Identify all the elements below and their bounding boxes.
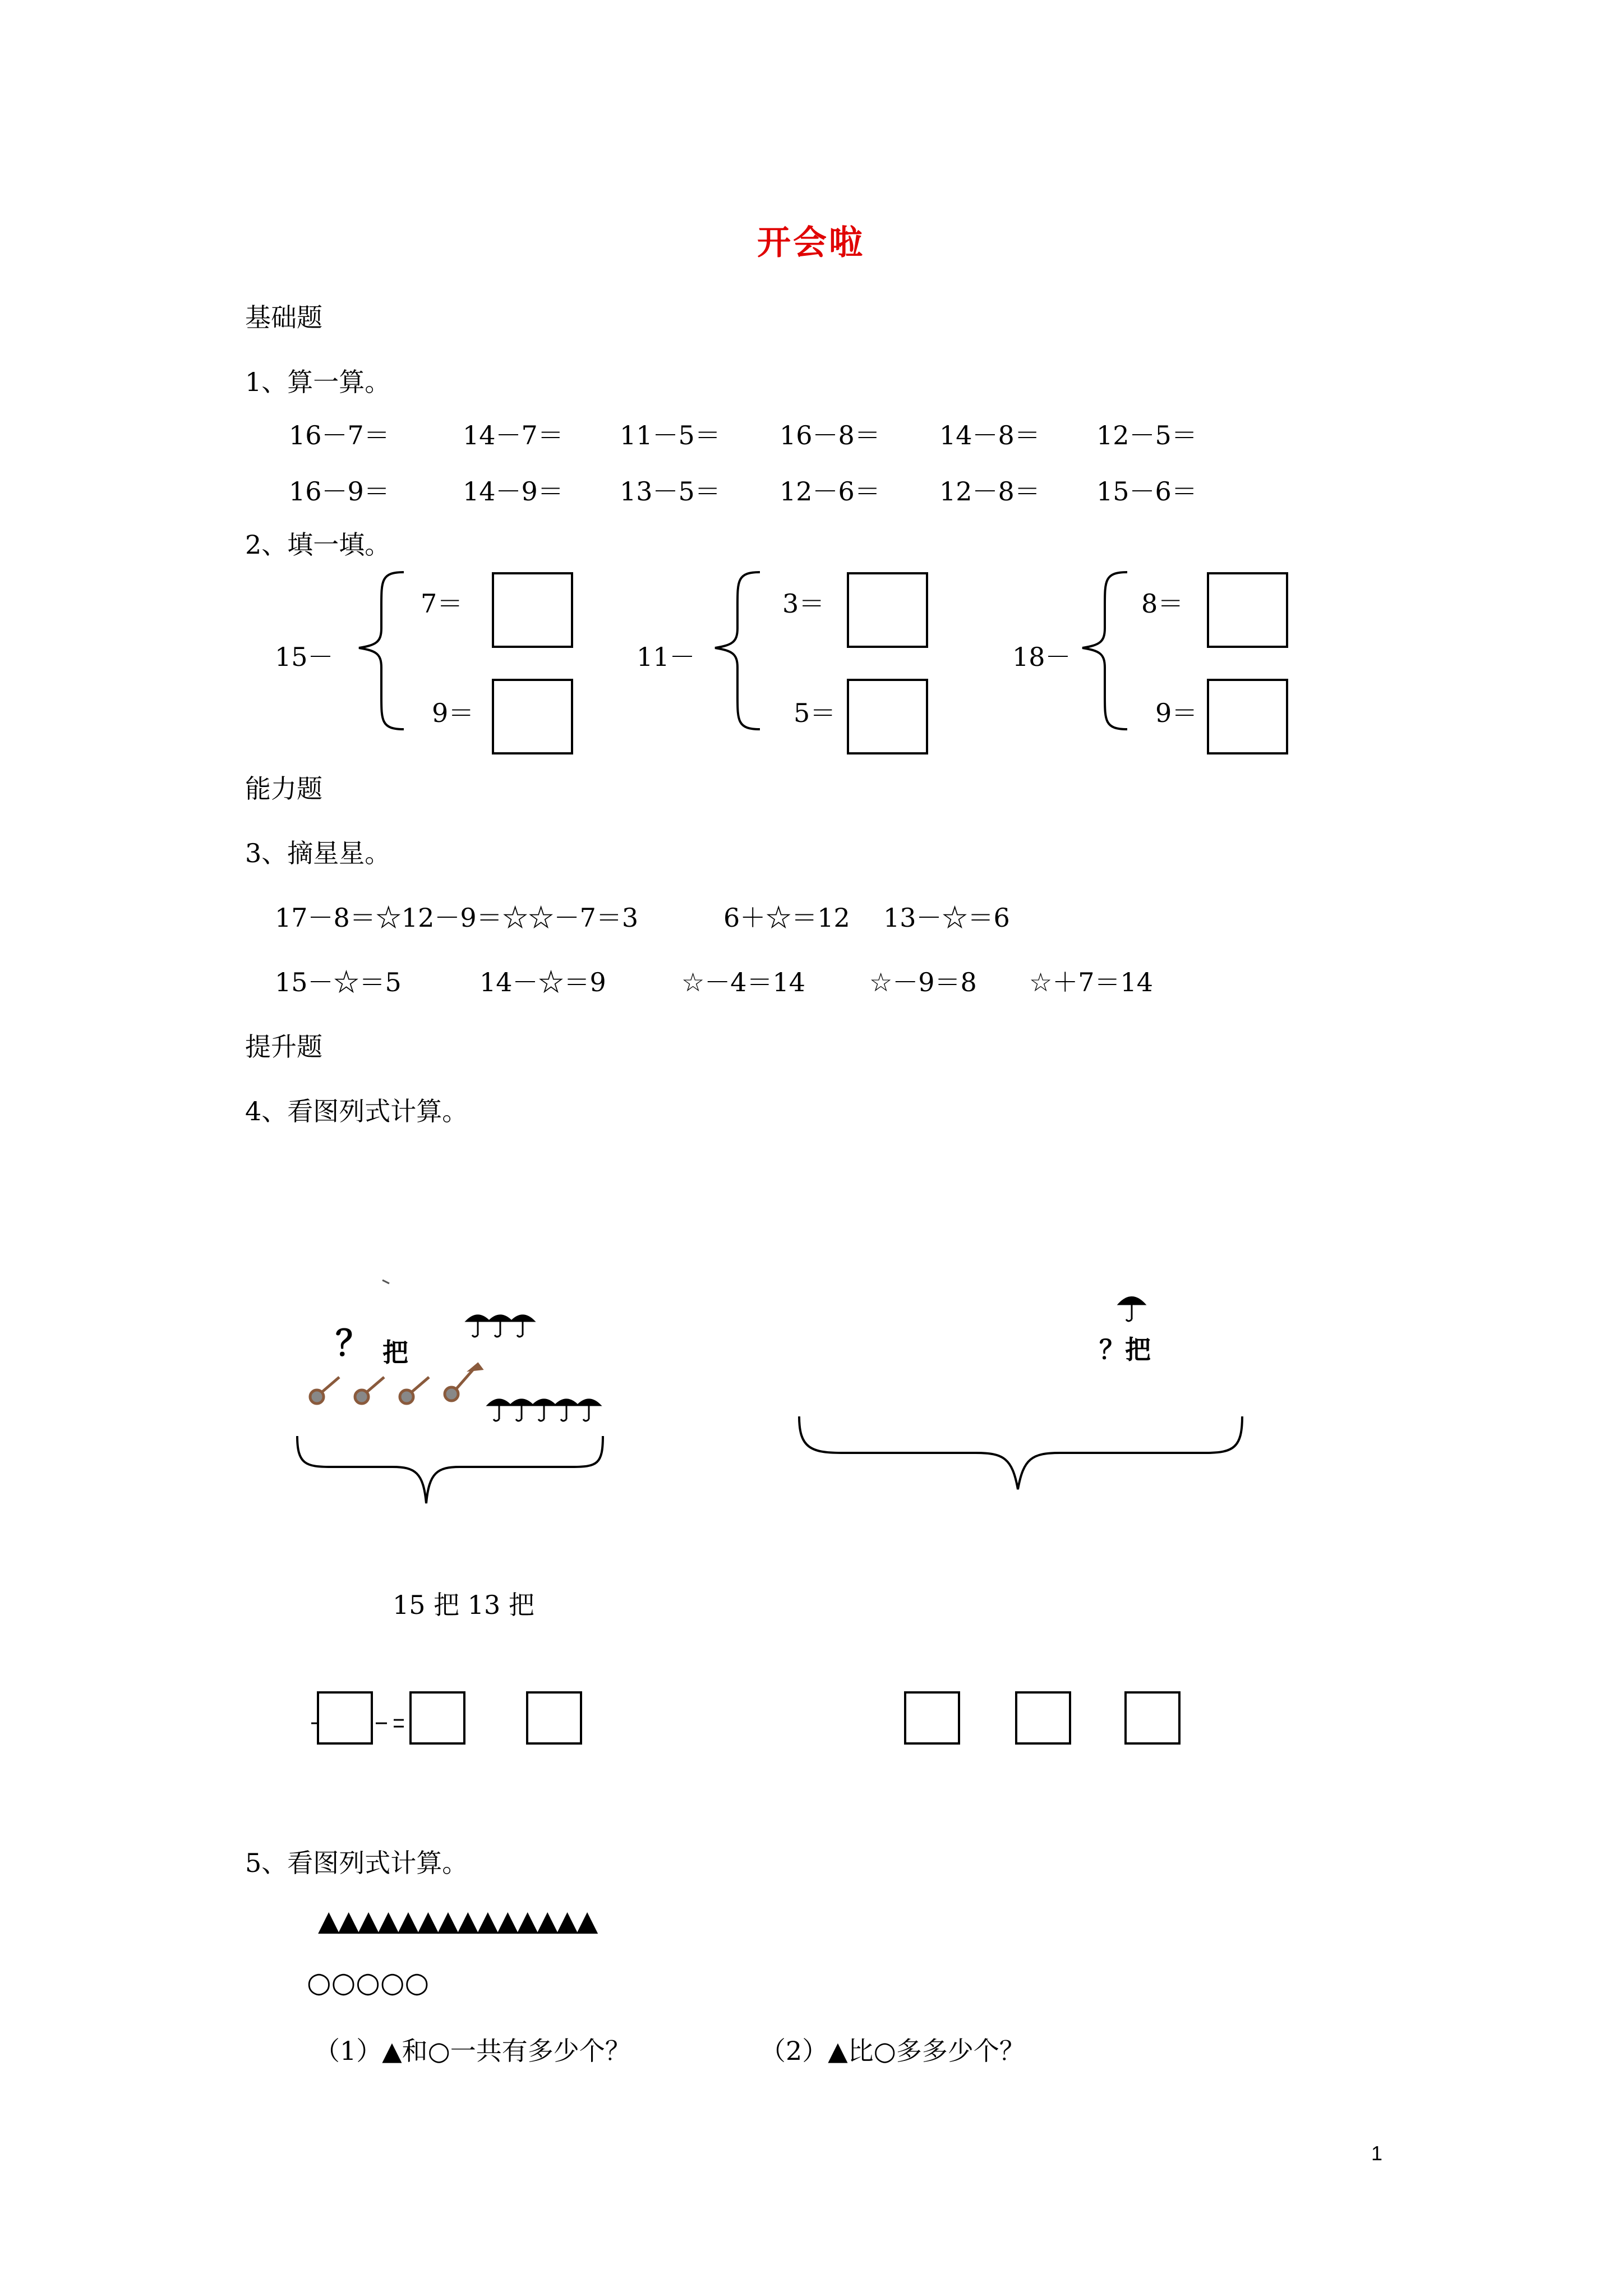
answer-box[interactable] — [1207, 572, 1288, 648]
section-heading-basic: 基础题 — [245, 302, 322, 333]
q1-expr: 16－8＝ — [780, 420, 880, 450]
answer-box[interactable] — [847, 679, 928, 754]
q3-expr: 15－☆＝5 — [275, 967, 402, 997]
q1-expr: 12－8＝ — [939, 476, 1040, 507]
triangle-row: ▲▲▲▲▲▲▲▲▲▲▲▲▲▲ — [318, 1904, 597, 1937]
bottom-brace-icon — [297, 1436, 603, 1503]
q1-expr: 16－9＝ — [289, 476, 390, 507]
page-number: 1 — [1371, 2142, 1383, 2165]
q1-expr: 15－6＝ — [1096, 476, 1197, 507]
q1-expr: 16－7＝ — [289, 420, 390, 450]
q3-expr: 17－8＝☆12－9＝☆☆－7＝3 — [275, 903, 639, 933]
question-label-right: ？把 — [1099, 1335, 1151, 1365]
answer-box[interactable] — [492, 572, 573, 648]
left-brace-icon — [715, 572, 760, 729]
q2-minuend: 18－ — [1012, 642, 1071, 672]
q1-expr: 13－5＝ — [620, 476, 721, 507]
answer-box[interactable] — [1015, 1691, 1071, 1745]
umbrella-icon — [467, 1315, 534, 1337]
answer-box[interactable] — [526, 1691, 582, 1745]
answer-box[interactable] — [904, 1691, 960, 1745]
q3-expr: 13－☆＝6 — [883, 903, 1010, 933]
page-title: 开会啦 — [757, 223, 865, 263]
circle-row: ○○○○○ — [307, 1966, 430, 1999]
section-heading-ability: 能力题 — [245, 774, 322, 804]
q3-expr: ☆－9＝8 — [869, 967, 977, 997]
q1-expr: 11－5＝ — [620, 420, 721, 450]
left-brace-icon — [1082, 572, 1127, 729]
closed-umbrella-icon — [310, 1364, 481, 1404]
question-3-label: 3、摘星星。 — [245, 838, 391, 868]
question-5-label: 5、看图列式计算。 — [245, 1848, 468, 1878]
umbrella-icon — [1119, 1297, 1145, 1322]
section-heading-advanced: 提升题 — [245, 1032, 322, 1062]
q2-subtrahend-bottom: 5＝ — [794, 698, 836, 728]
question-mark-left: ？ — [335, 1323, 371, 1364]
q1-expr: 14－8＝ — [939, 420, 1040, 450]
bottom-brace-icon — [799, 1416, 1242, 1489]
umbrella-icon — [488, 1400, 600, 1421]
q3-expr: 14－☆＝9 — [479, 967, 606, 997]
answer-box[interactable] — [492, 679, 573, 754]
totals-label: 15 把 13 把 — [393, 1590, 534, 1620]
question-1-label: 1、算一算。 — [245, 367, 391, 397]
answer-box[interactable] — [1124, 1691, 1181, 1745]
left-brace-icon — [359, 572, 404, 729]
q3-expr: ☆＋7＝14 — [1029, 967, 1154, 997]
q5-subquestion-1: （1）▲和○一共有多少个？ — [314, 2036, 631, 2066]
answer-box[interactable] — [409, 1691, 465, 1745]
q2-minuend: 15－ — [275, 642, 334, 672]
q2-subtrahend-bottom: 9＝ — [432, 698, 474, 728]
q5-subquestion-2: （2）▲比○多多少个？ — [760, 2036, 1025, 2066]
q3-expr: 6＋☆＝12 — [723, 903, 850, 933]
q1-expr: 14－7＝ — [463, 420, 564, 450]
answer-box[interactable] — [317, 1691, 373, 1745]
q2-subtrahend-bottom: 9＝ — [1155, 698, 1198, 728]
question-2-label: 2、填一填。 — [245, 530, 391, 560]
q2-subtrahend-top: 3＝ — [782, 588, 825, 619]
unit-label-left: 把 — [382, 1337, 408, 1368]
question-4-label: 4、看图列式计算。 — [245, 1096, 468, 1126]
answer-box[interactable] — [1207, 679, 1288, 754]
q1-expr: 14－9＝ — [463, 476, 564, 507]
answer-box[interactable] — [847, 572, 928, 648]
q2-minuend: 11－ — [637, 642, 695, 672]
q2-subtrahend-top: 8＝ — [1141, 588, 1184, 619]
q1-expr: 12－5＝ — [1096, 420, 1197, 450]
q2-subtrahend-top: 7＝ — [421, 588, 463, 619]
q1-expr: 12－6＝ — [780, 476, 880, 507]
q3-expr: ☆－4＝14 — [681, 967, 806, 997]
